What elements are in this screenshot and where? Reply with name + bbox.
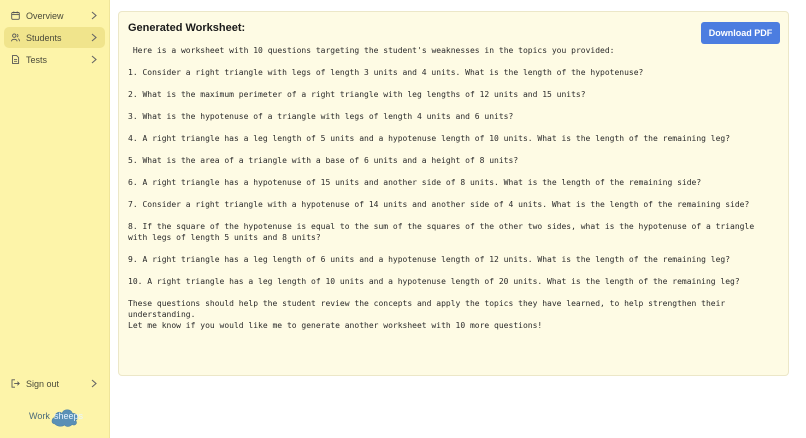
question-8: 8. If the square of the hypotenuse is equal to the sum of the squares of the other two sides, what is the hypotenuse of a triangle with legs of length 5 units and 8 units? [128, 222, 759, 242]
worksheet-followup: Let me know if you would like me to generate another worksheet with 10 more questions! [128, 321, 543, 330]
worksheet-closing: These questions should help the student review the concepts and apply the topics they have learned, to help strengthen their understanding. [128, 299, 731, 319]
question-9: 9. A right triangle has a leg length of 6 units and a hypotenuse length of 12 units. What is the length of the remaining leg? [128, 255, 731, 264]
calendar-icon [11, 11, 20, 20]
logo[interactable] [28, 404, 84, 430]
sidebar-item-students[interactable] [4, 27, 105, 48]
sidebar-item-tests[interactable] [4, 49, 105, 70]
worksheet-intro: Here is a worksheet with 10 questions targeting the student's weaknesses in the topics you provided: [128, 46, 615, 55]
logout-icon [11, 379, 20, 388]
question-10: 10. A right triangle has a leg length of 10 units and a hypotenuse length of 20 units. What is the length of the remaining leg? [128, 277, 740, 286]
sidebar-item-label: Tests [26, 54, 48, 65]
download-pdf-button[interactable]: Download PDF [701, 22, 780, 44]
users-icon [11, 33, 20, 42]
chevron-right-icon [91, 33, 99, 43]
question-1: 1. Consider a right triangle with legs of length 3 units and 4 units. What is the length of the hypotenuse? [128, 68, 644, 77]
logo-text-part2: sheeps [54, 411, 84, 421]
file-icon [11, 55, 20, 64]
question-2: 2. What is the maximum perimeter of a right triangle with leg lengths of 12 units and 15 units? [128, 90, 586, 99]
sidebar-item-overview[interactable] [4, 5, 105, 26]
page-title: Generated Worksheet: [128, 22, 246, 34]
chevron-right-icon [91, 55, 99, 65]
question-7: 7. Consider a right triangle with a hypotenuse of 14 units and another side of 4 units. What is the length of the remaining side? [128, 200, 750, 209]
question-5: 5. What is the area of a triangle with a base of 6 units and a height of 8 units? [128, 156, 519, 165]
chevron-right-icon [91, 379, 99, 389]
question-4: 4. A right triangle has a leg length of 5 units and a hypotenuse length of 10 units. What is the length of the remaining leg? [128, 134, 731, 143]
sidebar [0, 0, 110, 438]
question-3: 3. What is the hypotenuse of a triangle with legs of length 4 units and 6 units? [128, 112, 514, 121]
sign-out-label: Sign out [26, 378, 60, 389]
question-6: 6. A right triangle has a hypotenuse of 15 units and another side of 8 units. What is the length of the remaining side? [128, 178, 702, 187]
chevron-right-icon [91, 11, 99, 21]
sidebar-item-label: Overview [26, 10, 64, 21]
worksheet-panel [118, 11, 789, 376]
sign-out-button[interactable] [4, 373, 105, 394]
logo-text-part1: Work [29, 411, 50, 421]
sidebar-item-label: Students [26, 32, 62, 43]
